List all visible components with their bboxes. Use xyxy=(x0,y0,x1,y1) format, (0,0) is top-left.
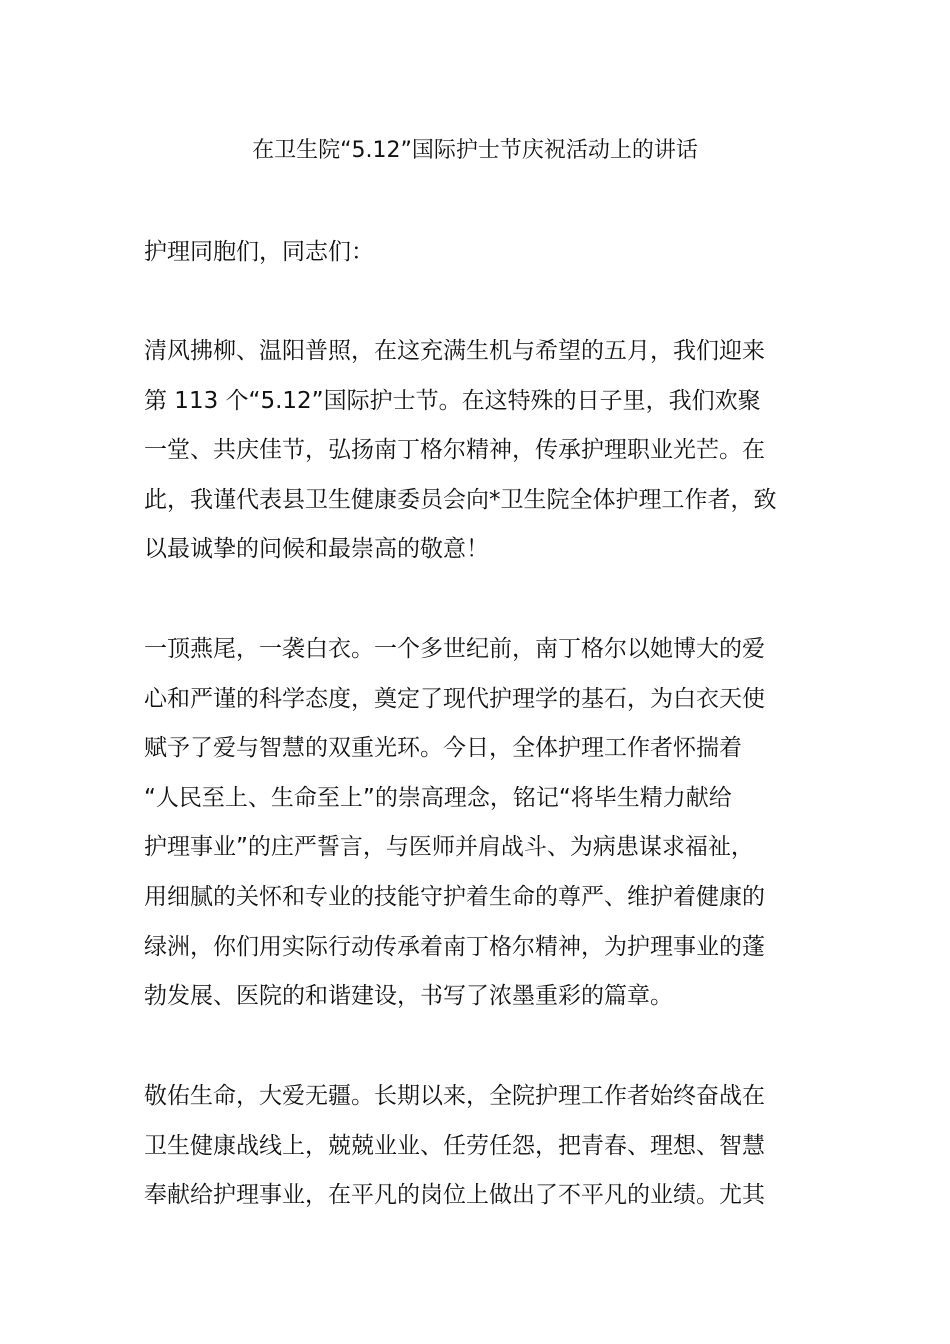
paragraph-1 xyxy=(144,331,808,579)
paragraph-line: 奉献给护理事业，在平凡的岗位上做出了不平凡的业绩。尤其 xyxy=(144,1182,765,1209)
paragraph-line: 用细腻的关怀和专业的技能守护着生命的尊严、维护着健康的 xyxy=(144,883,765,910)
paragraph-line: 绿洲，你们用实际行动传承着南丁格尔精神，为护理事业的蓬 xyxy=(144,933,765,960)
paragraph-line: 敬佑生命，大爱无疆。长期以来，全院护理工作者始终奋战在 xyxy=(144,1083,765,1109)
paragraph-line: 赋予了爱与智慧的双重光环。今日，全体护理工作者怀揣着 xyxy=(144,735,742,762)
paragraph-line: 勃发展、医院的和谐建设，书写了浓墨重彩的篇章。 xyxy=(144,983,673,1010)
paragraph-line: 第 113 个“5.12”国际护士节。在这特殊的日子里，我们欢聚 xyxy=(144,387,761,414)
paragraph-line: “人民至上、生命至上”的崇高理念，铭记“将毕生精力献给 xyxy=(144,784,732,811)
paragraph-line: 清风拂柳、温阳普照，在这充满生机与希望的五月，我们迎来 xyxy=(144,338,765,364)
paragraph-3 xyxy=(144,1076,808,1225)
paragraph-line: 一顶燕尾，一袭白衣。一个多世纪前，南丁格尔以她博大的爱 xyxy=(144,636,765,662)
paragraph-line: 心和严谨的科学态度，奠定了现代护理学的基石，为白衣天使 xyxy=(144,685,765,712)
paragraph-2 xyxy=(144,629,808,1026)
paragraph-line: 卫生健康战线上，兢兢业业、任劳任怨，把青春、理想、智慧 xyxy=(144,1132,765,1159)
document-title: 在卫生院“5.12”国际护士节庆祝活动上的讲话 xyxy=(252,138,698,163)
paragraph-line: 护理事业”的庄严誓言，与医师并肩战斗、为病患谋求福祉， xyxy=(144,834,754,861)
salutation: 护理同胞们，同志们： xyxy=(144,239,374,265)
paragraph-line: 一堂、共庆佳节，弘扬南丁格尔精神，传承护理职业光芒。在 xyxy=(144,437,765,464)
paragraph-line: 以最诚挚的问候和最崇高的敬意！ xyxy=(144,536,489,563)
paragraph-line: 此，我谨代表县卫生健康委员会向*卫生院全体护理工作者，致 xyxy=(144,486,777,513)
